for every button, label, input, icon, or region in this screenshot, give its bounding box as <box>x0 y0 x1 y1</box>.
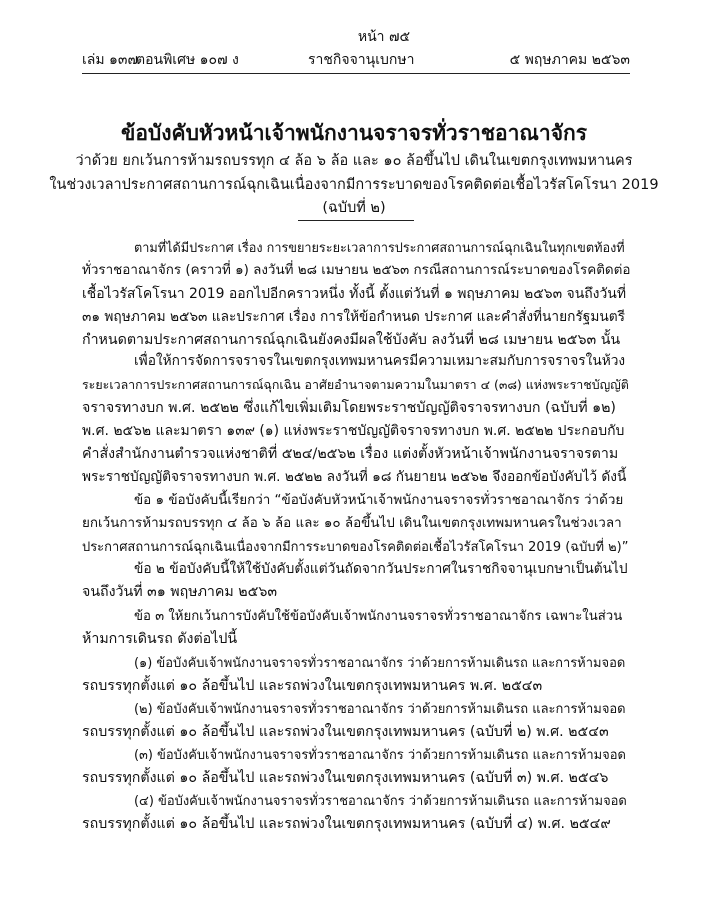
text-line: ห้ามการเดินรถ ดังต่อไปนี้ <box>82 631 238 648</box>
clause-3 <box>82 605 630 652</box>
issue-label: ตอนพิเศษ ๑๐๗ ง <box>136 52 239 68</box>
text-line: พระราชบัญญัติจราจรทางบก พ.ศ. ๒๕๒๒ ลงวันที่ ๑๘ กันยายน ๒๕๖๒ จึงออกข้อบังคับไว้ ดังนี้ <box>82 469 627 486</box>
page-number: หน้า ๗๕ <box>357 29 411 45</box>
text-line: ข้อ ๑ ข้อบังคับนี้เรียกว่า “ข้อบังคับหัวหน้าเจ้าพนักงานจราจรทั่วราชอาณาจักร ว่าด้วย <box>134 493 624 508</box>
text-line: พ.ศ. ๒๕๖๒ และมาตรา ๑๓๙ (๑) แห่งพระราชบัญญัติจราจรทางบก พ.ศ. ๒๕๒๒ ประกอบกับ <box>82 422 625 439</box>
volume-label: เล่ม ๑๓๗ <box>82 52 139 68</box>
clause-2 <box>82 558 630 605</box>
text-line: (๒) ข้อบังคับเจ้าพนักงานจราจรทั่วราชอาณาจักร ว่าด้วยการห้ามเดินรถ และการห้ามจอด <box>134 702 626 717</box>
list-item <box>82 790 630 837</box>
list-item <box>82 744 630 791</box>
header-divider <box>82 73 630 74</box>
text-line: ตามที่ได้มีประกาศ เรื่อง การขยายระยะเวลาการประกาศสถานการณ์ฉุกเฉินในทุกเขตท้องที่ <box>134 240 625 255</box>
text-line: ยกเว้นการห้ามรถบรรทุก ๔ ล้อ ๖ ล้อ และ ๑๐ ล้อขึ้นไป เดินในเขตกรุงเทพมหานครในช่วงเวลา <box>82 516 622 532</box>
publication-date: ๕ พฤษภาคม ๒๕๖๓ <box>509 52 630 68</box>
paragraph-authority <box>82 350 630 490</box>
text-line: จนถึงวันที่ ๓๑ พฤษภาคม ๒๕๖๓ <box>82 584 278 601</box>
list-item <box>82 652 630 699</box>
text-line: ประกาศสถานการณ์ฉุกเฉินเนื่องจากมีการระบาดของโรคติดต่อเชื้อไวรัสโคโรนา 2019 (ฉบับที่ ๒)” <box>82 539 629 555</box>
document-subtitle-line: ในช่วงเวลาประกาศสถานการณ์ฉุกเฉินเนื่องจากมีการระบาดของโรคติดต่อเชื้อไวรัสโคโรนา 2019 <box>49 177 659 193</box>
document-edition: (ฉบับที่ ๒) <box>322 200 386 216</box>
text-line: รถบรรทุกตั้งแต่ ๑๐ ล้อขึ้นไป และรถพ่วงในเขตกรุงเทพมหานคร พ.ศ. ๒๕๔๓ <box>82 678 543 695</box>
text-line: (๔) ข้อบังคับเจ้าพนักงานจราจรทั่วราชอาณาจักร ว่าด้วยการห้ามเดินรถ และการห้ามจอด <box>134 794 627 809</box>
text-line: จราจรทางบก พ.ศ. ๒๕๒๒ ซึ่งแก้ไขเพิ่มเติมโดยพระราชบัญญัติจราจรทางบก (ฉบับที่ ๑๒) <box>82 399 616 416</box>
text-line: ระยะเวลาการประกาศสถานการณ์ฉุกเฉิน อาศัยอำนาจตามความในมาตรา ๔ (๓๘) แห่งพระราชบัญญัติ <box>82 377 629 393</box>
document-title: ข้อบังคับหัวหน้าเจ้าพนักงานจราจรทั่วราชอาณาจักร <box>120 121 588 145</box>
text-line: เพื่อให้การจัดการจราจรในเขตกรุงเทพมหานครมีความเหมาะสมกับการจราจรในห้วง <box>134 353 626 369</box>
text-line: ข้อ ๒ ข้อบังคับนี้ให้ใช้บังคับตั้งแต่วันถัดจากวันประกาศในราชกิจจานุเบกษาเป็นต้นไป <box>134 561 628 577</box>
title-divider <box>298 220 414 221</box>
text-line: รถบรรทุกตั้งแต่ ๑๐ ล้อขึ้นไป และรถพ่วงในเขตกรุงเทพมหานคร (ฉบับที่ ๒) พ.ศ. ๒๕๔๓ <box>82 724 609 741</box>
text-line: คำสั่งสำนักงานตำรวจแห่งชาติที่ ๕๒๔/๒๕๖๒ เรื่อง แต่งตั้งหัวหน้าเจ้าพนักงานจราจรตาม <box>82 446 619 463</box>
paragraph-preamble <box>82 236 630 352</box>
text-line: ๓๑ พฤษภาคม ๒๕๖๓ และประกาศ เรื่อง การให้ข้อกำหนด ประกาศ และคำสั่งที่นายกรัฐมนตรี <box>82 308 625 325</box>
text-line: เชื้อไวรัสโคโรนา 2019 ออกไปอีกคราวหนึ่ง ทั้งนี้ ตั้งแต่วันที่ ๑ พฤษภาคม ๒๕๖๓ จนถึงวันที่ <box>82 285 627 302</box>
text-line: รถบรรทุกตั้งแต่ ๑๐ ล้อขึ้นไป และรถพ่วงในเขตกรุงเทพมหานคร (ฉบับที่ ๓) พ.ศ. ๒๕๔๖ <box>82 770 609 787</box>
gazette-name: ราชกิจจานุเบกษา <box>308 52 415 68</box>
text-line: (๑) ข้อบังคับเจ้าพนักงานจราจรทั่วราชอาณาจักร ว่าด้วยการห้ามเดินรถ และการห้ามจอด <box>134 656 626 671</box>
text-line: ทั่วราชอาณาจักร (คราวที่ ๑) ลงวันที่ ๒๘ เมษายน ๒๕๖๓ กรณีสถานการณ์ระบาดของโรคติดต่อ <box>82 263 631 279</box>
text-line: ข้อ ๓ ให้ยกเว้นการบังคับใช้ข้อบังคับเจ้าพนักงานจราจรทั่วราชอาณาจักร เฉพาะในส่วน <box>134 609 623 624</box>
text-line: (๓) ข้อบังคับเจ้าพนักงานจราจรทั่วราชอาณาจักร ว่าด้วยการห้ามเดินรถ และการห้ามจอด <box>134 748 626 763</box>
document-subtitle-line: ว่าด้วย ยกเว้นการห้ามรถบรรทุก ๔ ล้อ ๖ ล้อ และ ๑๐ ล้อขึ้นไป เดินในเขตกรุงเทพมหานคร <box>75 153 633 169</box>
text-line: กำหนดตามประกาศสถานการณ์ฉุกเฉินยังคงมีผลใช้บังคับ ลงวันที่ ๒๘ เมษายน ๒๕๖๓ นั้น <box>82 332 621 349</box>
list-item <box>82 698 630 745</box>
gazette-header <box>82 49 630 69</box>
clause-1 <box>82 489 630 559</box>
text-line: รถบรรทุกตั้งแต่ ๑๐ ล้อขึ้นไป และรถพ่วงในเขตกรุงเทพมหานคร (ฉบับที่ ๔) พ.ศ. ๒๕๔๙ <box>82 816 611 833</box>
